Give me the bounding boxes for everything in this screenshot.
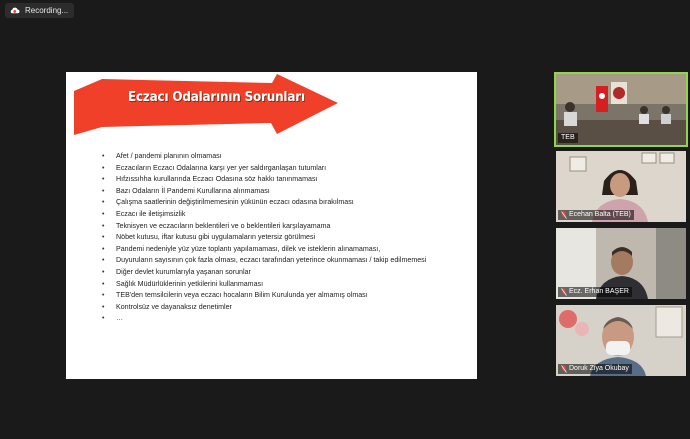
slide-bullet-text: Çalışma saatlerinin değiştirilmemesinin yükünün eczacı odasına bırakılması [116, 198, 354, 207]
participant-name-label: Doruk Ziya Okubay [558, 364, 632, 374]
slide-bullet-item [102, 279, 426, 291]
slide-bullet-item [102, 186, 426, 198]
cloud-record-icon [9, 5, 20, 16]
mic-muted-icon [561, 288, 567, 296]
shared-slide [66, 72, 477, 379]
bullet-dot-icon: • [102, 222, 105, 230]
slide-bullet-item [102, 313, 426, 325]
slide-bullet-item [102, 197, 426, 209]
recording-label: Recording... [25, 6, 69, 15]
bullet-dot-icon: • [102, 234, 105, 242]
bullet-dot-icon: • [102, 257, 105, 265]
slide-bullet-text: Teknisyen ve eczacıların beklentileri ve o beklentileri karşılayamama [116, 221, 331, 230]
bullet-dot-icon: • [102, 153, 105, 160]
bullet-dot-icon: • [102, 187, 105, 195]
mic-muted-icon [561, 211, 567, 219]
slide-title: Eczacı Odalarının Sorunları [128, 90, 305, 105]
recording-indicator[interactable] [5, 3, 74, 18]
participant-tile-doruk-ziya-okubay[interactable] [556, 305, 686, 376]
slide-bullet-text: Bazı Odaların İl Pandemi Kurullarına alınmaması [116, 186, 270, 195]
slide-bullet-item [102, 232, 426, 244]
slide-bullet-text: Hıfzıssıhha kurullarında Eczacı Odasına söz hakkı tanınmaması [116, 175, 318, 184]
slide-bullet-text: Nöbet kutusu, iftar kutusu gibi uygulamaların yetersiz görülmesi [116, 233, 316, 242]
participant-tile-erhan-baser[interactable] [556, 228, 686, 299]
slide-bullet-text: Sağlık Müdürlüklerinin yetkilerini kullanmaması [116, 279, 264, 288]
slide-bullet-text: Eczacıların Eczacı Odalarına karşı yer yer saldırganlaşan tutumları [116, 163, 327, 172]
slide-bullet-list [102, 151, 426, 325]
slide-bullet-text: Diğer devlet kurumlarıyla yaşanan sorunlar [116, 267, 251, 276]
slide-bullet-text: Afet / pandemi planının olmaması [116, 152, 222, 160]
bullet-dot-icon: • [102, 210, 105, 218]
slide-bullet-item [102, 151, 426, 163]
participant-name-label: Ecehan Balta (TEB) [558, 210, 634, 220]
slide-bullet-text: Kontrolsüz ve dayanaksız denetimler [116, 302, 232, 311]
bullet-dot-icon: • [102, 268, 105, 276]
bullet-dot-icon: • [102, 315, 105, 323]
bullet-dot-icon: • [102, 245, 105, 253]
bullet-dot-icon: • [102, 176, 105, 184]
slide-bullet-item [102, 302, 426, 314]
bullet-dot-icon: • [102, 280, 105, 288]
slide-bullet-text: … [116, 314, 124, 323]
slide-bullet-item [102, 244, 426, 256]
slide-bullet-item [102, 290, 426, 302]
slide-bullet-item [102, 174, 426, 186]
slide-bullet-text: Eczacı ile iletişimsizlik [116, 209, 186, 218]
slide-bullet-item [102, 255, 426, 267]
slide-bullet-text: Pandemi nedeniyle yüz yüze toplantı yapılamaması, dilek ve isteklerin alınamaması, [116, 244, 381, 253]
slide-bullet-item [102, 267, 426, 279]
slide-bullet-text: TEB'den temsilcilerin veya eczacı hocaların Bilim Kurulunda yer almamış olması [116, 291, 368, 300]
slide-bullet-item [102, 209, 426, 221]
participant-tile-ecehan-balta[interactable] [556, 151, 686, 222]
slide-bullet-item [102, 221, 426, 233]
participant-name-label: Ecz. Erhan BAŞER [558, 287, 632, 297]
mic-muted-icon [561, 365, 567, 373]
arrow-banner [72, 73, 340, 137]
bullet-dot-icon: • [102, 303, 105, 311]
slide-bullet-text: Duyuruların sayısının çok fazla olması, eczacı tarafından yeterince okunmaması / takip edilmemesi [116, 256, 427, 265]
participant-tile-teb[interactable] [556, 74, 686, 145]
participant-name-label: TEB [558, 133, 578, 143]
bullet-dot-icon: • [102, 199, 105, 207]
bullet-dot-icon: • [102, 292, 105, 300]
bullet-dot-icon: • [102, 164, 105, 172]
slide-bullet-item [102, 163, 426, 175]
